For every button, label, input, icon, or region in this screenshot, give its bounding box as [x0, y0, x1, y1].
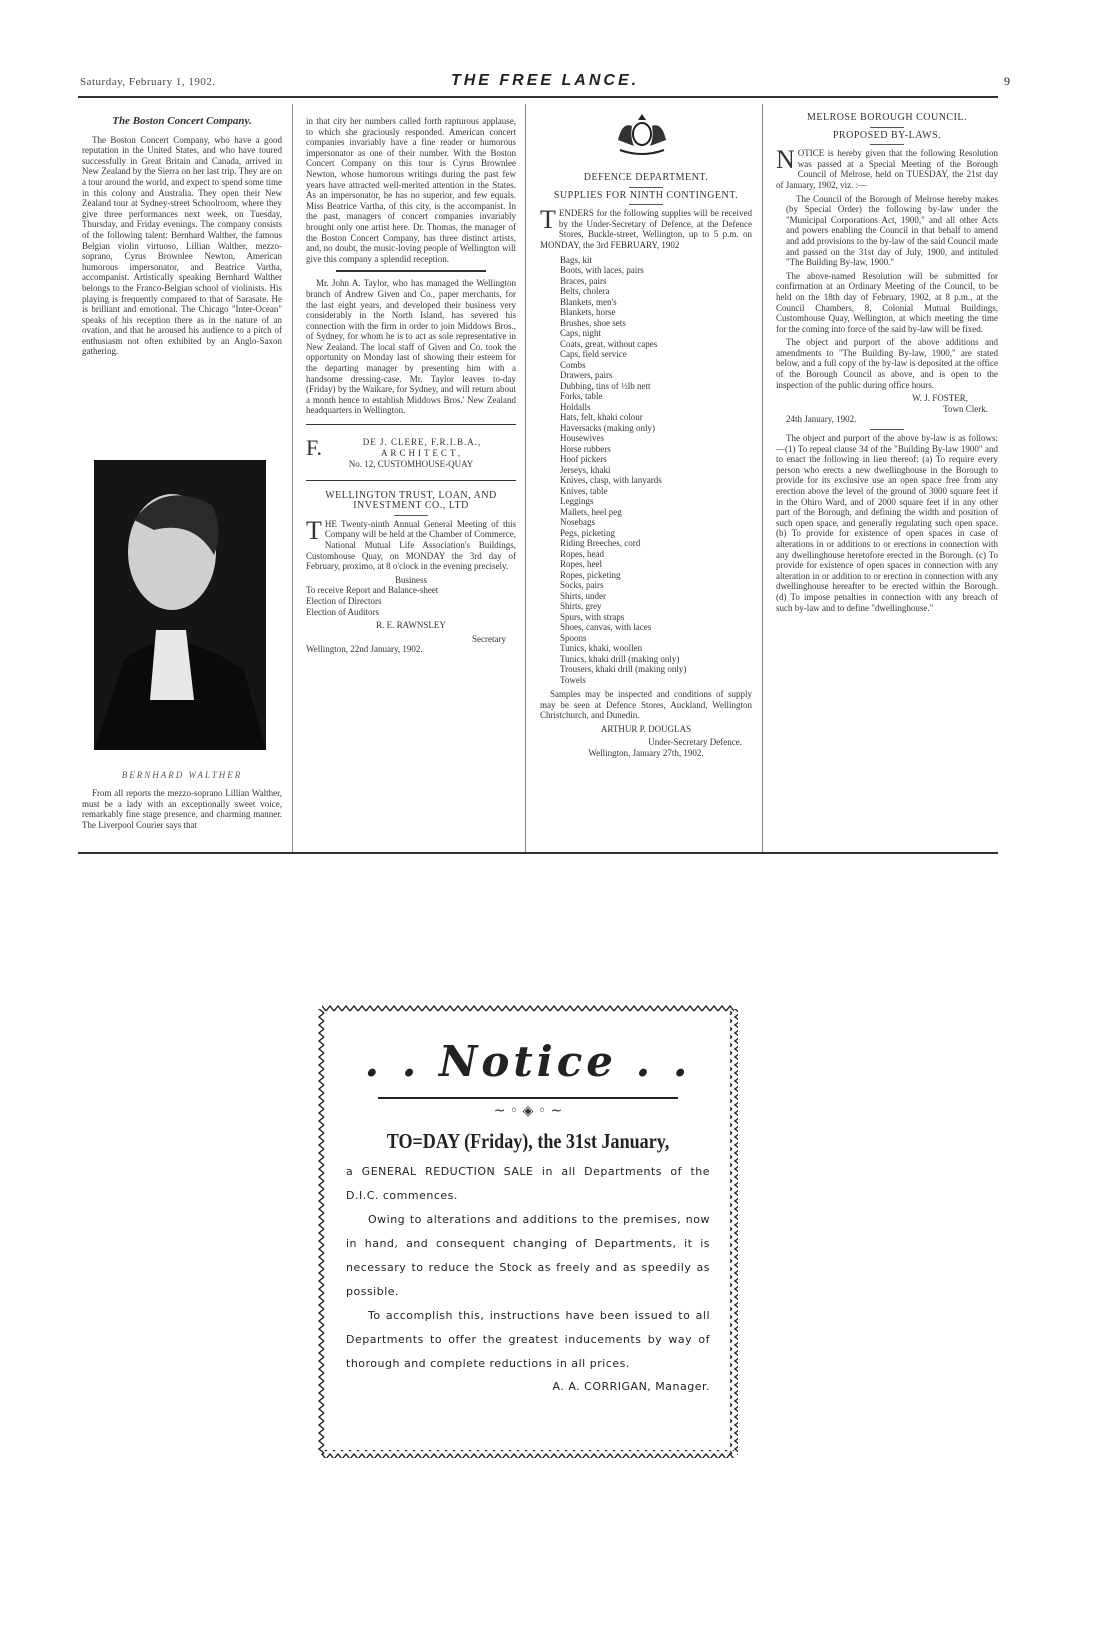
melrose-paragraph: NOTICE is hereby given that the following Resolution was passed at a Special Meeting of the Borough Council of Melrose, held on TUESDAY, the 21st day of January, 1902, viz. :—	[776, 145, 998, 190]
supply-item: Blankets, horse	[560, 307, 616, 318]
signature-title: Under-Secretary Defence.	[648, 737, 742, 748]
coat-of-arms-icon	[612, 110, 672, 158]
clere-line-3: No. 12, CUSTOMHOUSE-QUAY	[348, 459, 474, 470]
signature-name: ARTHUR P. DOUGLAS	[600, 723, 692, 734]
business-item: Election of Auditors	[306, 606, 379, 617]
supply-item: Hats, felt, khaki colour	[560, 412, 643, 423]
supply-item: Ropes, picketing	[560, 569, 621, 580]
signature-name: W. J. FOSTER,	[912, 393, 968, 404]
supply-item: Knives, table	[560, 485, 608, 496]
supply-item: Trousers, khaki drill (making only)	[560, 664, 687, 675]
defence-heading: DEFENCE DEPARTMENT.	[583, 172, 709, 183]
column-separator	[292, 104, 293, 852]
clere-initial: F.	[306, 435, 322, 461]
notice-signature: A. A. CORRIGAN, Manager.	[552, 1380, 710, 1393]
page-number: 9	[1004, 74, 1010, 88]
article-paragraph: in that city her numbers called forth rapturous applause, to which she graciously responded. American concert companies invariably have a fine reader or humorous impersonator as one of their number. With the Boston Concert Company on this tour is Cyrus Brownlee Newton, whose humorous writings during the past few years have attracted well-merited attention in the States. As an impersonator, he has no superior, and few equals. Miss Beatrice Vartha, of this city, is the accompanist. In the past, managers of concert companies invariably brought only one artist here. Dr. Thomas, the manager of the Boston Concert Company, has three distinct artists, and, no doubt, the music-loving people of Wellington will give this company a splendid reception.	[306, 116, 516, 264]
supply-item: Belts, cholera	[560, 286, 610, 297]
supply-item: Pegs, picketing	[560, 527, 615, 538]
small-rule	[870, 429, 904, 430]
column-separator	[525, 104, 526, 852]
supply-item: Brushes, shoe sets	[560, 317, 626, 328]
masthead: THE FREE LANCE.	[450, 72, 640, 89]
section-rule	[306, 480, 516, 481]
defence-paragraph: TENDERS for the following supplies will be received by the Under-Secretary of Defence, at the Defence Stores, Buckle-street, Wellington, up to 5 p.m. on MONDAY, the 3rd FEBRUARY, 1902	[540, 205, 752, 250]
supply-item: Jerseys, khaki	[560, 464, 611, 475]
page-header	[80, 72, 1010, 98]
small-rule	[629, 204, 663, 205]
small-rule	[870, 127, 904, 128]
notice-content	[346, 1027, 710, 1393]
clere-line-2: ARCHITECT,	[380, 447, 464, 458]
supply-item: Hoof pickers	[560, 454, 607, 465]
drop-cap: T	[306, 515, 322, 545]
defence-paragraph: Samples may be inspected and conditions of supply may be seen at Defence Stores, Auckland, Wellington Christchurch, and Dunedin.	[540, 689, 752, 721]
supply-item: Housewives	[560, 433, 604, 444]
column-two	[306, 116, 516, 655]
supply-item: Forks, table	[560, 391, 603, 402]
notice-advert	[318, 1005, 738, 1460]
signature-date: 24th January, 1902.	[786, 414, 857, 425]
trust-paragraph: THE Twenty-ninth Annual General Meeting of this Company will be held at the Chamber of Commerce, National Mutual Life Association's Buildings, Customhouse Quay, on MONDAY the 3rd day of February, proximo, at 8 o'clock in the evening precisely.	[306, 515, 516, 572]
signature-title: Town Clerk.	[943, 403, 988, 414]
notice-rule	[378, 1097, 678, 1099]
supply-item: Boots, with laces, pairs	[560, 265, 644, 276]
supply-item: Tunics, khaki drill (making only)	[560, 653, 680, 664]
notice-headline: TO=DAY (Friday), the 31st January,	[386, 1129, 670, 1153]
supply-list	[560, 255, 752, 686]
supply-item: Combs	[560, 359, 586, 370]
melrose-paragraph: The object and purport of the above additions and amendments to "The Building By-law, 1900," are stated below, and a full copy of the by-law is deposited at the office of the Borough Council as above, and is open to the inspection of the public during office hours.	[776, 337, 998, 390]
supply-item: Riding Breeches, cord	[560, 538, 641, 549]
supply-item: Nosebags	[560, 517, 595, 528]
signature-date: Wellington, 22nd January, 1902.	[306, 644, 423, 655]
supply-item: Ropes, head	[560, 548, 604, 559]
section-rule	[306, 424, 516, 425]
business-item: Election of Directors	[306, 595, 382, 606]
supply-item: Caps, night	[560, 328, 602, 339]
column-melrose	[776, 110, 998, 616]
melrose-subheading: PROPOSED BY-LAWS.	[832, 129, 942, 141]
melrose-paragraph: The above-named Resolution will be submitted for confirmation at an Ordinary Meeting of the Council, to be held on the 18th day of February, 1902, at 8 p.m., at the Council Chambers, 8, Colonial Mutual Buildings, Customhouse Quay, Wellington, at which meeting the time for the coming into force of the said by-law will be fixed.	[776, 270, 998, 334]
supply-item: Tunics, khaki, woollen	[560, 643, 643, 654]
trust-heading: WELLINGTON TRUST, LOAN, AND INVESTMENT CO., LTD	[325, 489, 497, 512]
portrait-image	[94, 460, 266, 750]
section-rule	[336, 270, 486, 272]
notice-paragraph: a GENERAL REDUCTION SALE in all Departments of the D.I.C. commences.	[346, 1165, 710, 1202]
melrose-paragraph: The Council of the Borough of Melrose hereby makes (by Special Order) the following by-law under the "Municipal Corporations Act, 1900," and all other Acts and powers enabling the Council in that behalf to amend and add provisions to the by-law of the said Council made and passed on the 31st day of July, 1900, and intituled "The Building By-law, 1900."	[786, 193, 998, 268]
footer-rule	[78, 852, 998, 854]
supply-item: Drawers, pairs	[560, 370, 613, 381]
column-defence	[540, 170, 752, 759]
supply-item: Haversacks (making only)	[560, 422, 655, 433]
column-boston-concert-cont	[82, 788, 282, 833]
column-separator	[762, 104, 763, 852]
supply-item: Blankets, men's	[560, 296, 617, 307]
supply-item: Braces, pairs	[560, 275, 607, 286]
supply-item: Leggings	[560, 496, 594, 507]
supply-item: Shirts, grey	[560, 601, 602, 612]
supply-item: Shirts, under	[560, 590, 606, 601]
issue-date: Saturday, February 1, 1902.	[80, 76, 216, 88]
clere-line-1: DE J. CLERE, F.R.I.B.A.,	[362, 437, 482, 448]
signature-date: Wellington, January 27th, 1902.	[588, 748, 704, 759]
small-rule	[870, 144, 904, 145]
melrose-paragraph: The object and purport of the above by-law is as follows:—(1) To repeal clause 34 of the "Building By-law 1900" and to enact the following in lieu thereof: (a) To require every person who erects a new dwellinghouse in the Borough to provide for its exclusive use an open space free from any erection above the level of the ground of 3000 square feet if in the Ohiro Ward, and of 2000 square feet if in any other part of the Borough, and defining the width and position of such open space, and generally regulating such open space. (b) To provide for existence of open spaces in case of alterations in or additions to or erections in connection with any dwellinghouse heretofore erected in the Borough. (c) To provide for existence of open spaces in connection with any alteration in or addition to or erection in connection with any dwellinghouse hereafter to be erected within the Borough. (d) To impose penalties in connection with any breach of such by-law and to define "dwellinghouse."	[776, 433, 998, 613]
drop-cap: N	[776, 145, 795, 175]
supply-item: Socks, pairs	[560, 580, 604, 591]
ornament-icon: ~ ◦ ◈ ◦ ~	[493, 1103, 563, 1119]
notice-title: . . Notice . .	[364, 1037, 692, 1086]
supply-item: Dubbing, tins of ½lb nett	[560, 380, 651, 391]
supply-item: Spurs, with straps	[560, 611, 625, 622]
small-rule	[629, 187, 663, 188]
business-item: To receive Report and Balance-sheet	[306, 585, 439, 596]
column-boston-concert	[82, 116, 282, 360]
supply-item: Ropes, heel	[560, 559, 602, 570]
header-rule	[78, 96, 998, 98]
portrait-caption: BERNHARD WALTHER	[121, 770, 243, 780]
supply-item: Caps, field service	[560, 349, 627, 360]
supply-item: Knives, clasp, with lanyards	[560, 475, 662, 486]
supply-item: Towels	[560, 674, 586, 685]
small-rule	[394, 515, 428, 516]
supply-item: Horse rubbers	[560, 443, 611, 454]
supply-item: Bags, kit	[560, 254, 593, 265]
article-paragraph: From all reports the mezzo-soprano Lillian Walther, must be a lady with an exceptionally sweet voice, remarkably fine stage presence, and charming manner. The Liverpool Courier says that	[82, 788, 282, 830]
signature-name: R. E. RAWNSLEY	[376, 620, 446, 631]
article-title: The Boston Concert Company.	[112, 115, 252, 127]
supply-item: Spoons	[560, 632, 587, 643]
supply-item: Shoes, canvas, with laces	[560, 622, 652, 633]
drop-cap: T	[540, 205, 556, 235]
notice-paragraph: To accomplish this, instructions have been issued to all Departments to offer the greatest inducements by way of thorough and complete reductions in all prices.	[346, 1309, 710, 1370]
notice-paragraph: Owing to alterations and additions to the premises, now in hand, and consequent changing of Departments, it is necessary to reduce the Stock as freely and as speedily as possible.	[346, 1213, 710, 1298]
supply-item: Coats, great, without capes	[560, 338, 658, 349]
melrose-heading: MELROSE BOROUGH COUNCIL.	[806, 112, 968, 123]
business-label: Business	[394, 574, 427, 585]
portrait-photo	[94, 460, 266, 750]
article-paragraph: Mr. John A. Taylor, who has managed the Wellington branch of Andrew Given and Co., paper merchants, for the last eight years, and developed their business very considerably in the North Island, has severed his connection with the firm in order to join Middows Bros., of Sydney, for whom he is to act as sole representative in New Zealand. The local staff of Given and Co. took the opportunity on Monday last of showing their esteem for the departing manager by presenting him with a handsome dressing-case. Mr. Taylor leaves to-day (Friday) by the Waikare, for Sydney, and will return about a month hence to establish Middows Bros.' New Zealand headquarters in Wellington.	[306, 278, 516, 416]
defence-subheading: SUPPLIES FOR NINTH CONTINGENT.	[553, 189, 739, 201]
article-paragraph: The Boston Concert Company, who have a good reputation in the United States, and who have toured successfully in Great Britain and Canada, arrived in New Zealand by the Sierra on her last trip. They are on a tour around the world, and expect to spend some time in this colony and Australia. They open their New Zealand tour at Sydney-street Schoolroom, where they give three performances next week, on Tuesday, Thursday, and Friday evenings. The company consists of the following talent: Bernhard Walther, the famous Belgian violin virtuoso, Lillian Walther, mezzo-soprano, Cyrus Brownlee Newton, American humorous impersonator, and Beatrice Vartha, accompanist. Artistically speaking Bernhard Walther belongs to the Franco-Belgian school of violinists. His playing is frequently compared to that of Sarasate. He is brilliant and emotional. The Chicago "Inter-Ocean" speaks of his reception there as in the nature of an ovation, and that he aroused his audience to a pitch of enthusiasm not often exhibited by an Anglo-Saxon gathering.	[82, 134, 282, 357]
clere-advert	[306, 437, 516, 470]
signature-title: Secretary	[472, 633, 506, 644]
supply-item: Mallets, heel peg	[560, 506, 622, 517]
supply-item: Holdalls	[560, 401, 591, 412]
